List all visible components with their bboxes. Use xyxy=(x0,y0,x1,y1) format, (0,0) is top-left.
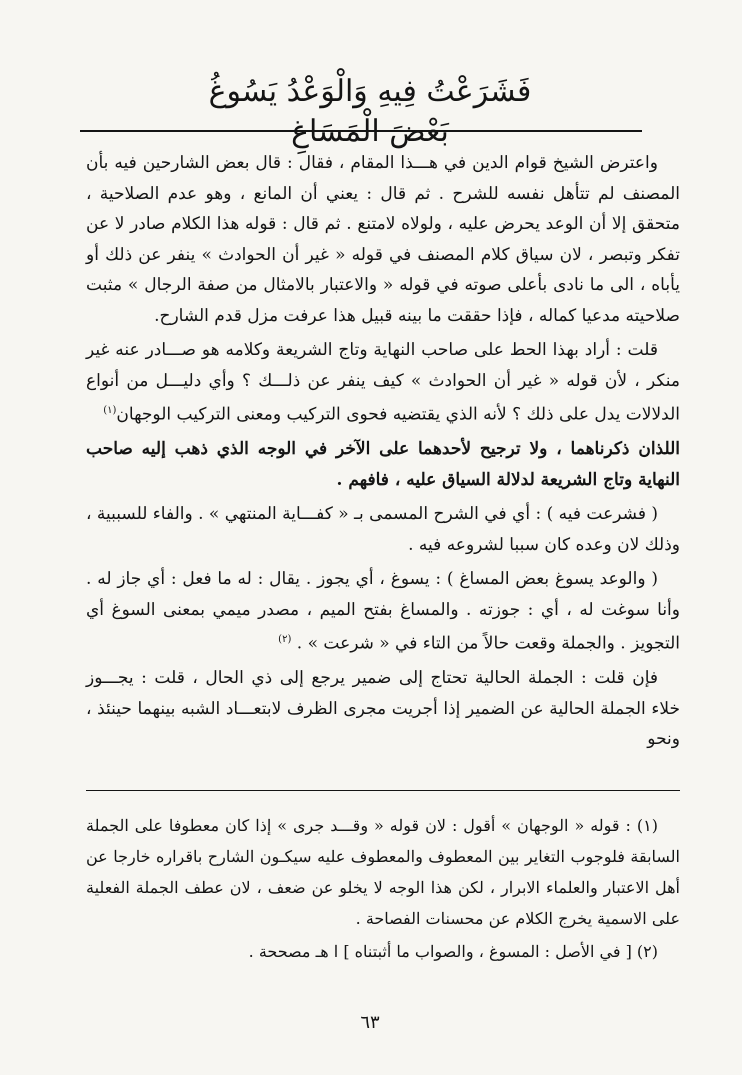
footnote-2: (٢) [ في الأصل : المسوغ ، والصواب ما أثبتناه ] ا هـ مصححة . xyxy=(248,942,658,961)
paragraph xyxy=(86,335,680,430)
page-number: ٦٣ xyxy=(360,1012,380,1033)
paragraph xyxy=(86,564,680,659)
paragraph: اللذان ذكرناهما ، ولا ترجيح لأحدهما على الآخر في الوجه الذي ذهب إليه صاحب النهاية وتاج الشريعة لدلالة السياق عليه ، فافهم . xyxy=(86,439,680,490)
paragraph: فإن قلت : الجملة الحالية تحتاج إلى ضمير يرجع إلى ذي الحال ، قلت : يجـــوز خلاء الجملة الحالية عن الضمير إذا أجريت مجرى الظرف لابتعـــاد الشبه بينهما حينئذ ، ونحو xyxy=(86,668,680,750)
footnote-ref-2[interactable]: (٢) xyxy=(278,634,292,646)
footnotes xyxy=(86,810,680,969)
paragraph: واعترض الشيخ قوام الدين في هـــذا المقام ، فقال : قال بعض الشارحين فيه بأن المصنف لم تتأهل نفسه للشرح . ثم قال : يعني أن المانع ، وهو عدم الصلاحية ، متحقق إلا أن الوعد يحرض عليه ، ولولاه لامتنع . ثم قال : قوله هذا الكلام صادر لا عن تفكر وتبصر ، لان سياق كلام المصنف في قوله « غير أن الحوادث » ينفر عن ذلك أو يأباه ، الى ما نادى بأعلى صوته في قوله « والاعتبار بالامثال من صفة الرجال » مثبت صلاحيته مدعيا كماله ، فإذا حققت ما بينه قبيل هذا عرفت مزل قدم الشارح. xyxy=(86,153,680,326)
paragraph-text: قلت : أراد بهذا الحط على صاحب النهاية وتاج الشريعة وكلامه هو صـــادر عنه غير منكر ، لأن قوله « غير أن الحوادث » كيف ينفر عن ذلـــك ؟ وأي دليـــل من أنواع الدلالات يدل على ذلك ؟ لأنه الذي يقتضيه فحوى التركيب ومعنى التركيب الوجهان xyxy=(86,340,680,425)
page-header-title: فَشَرَعْتُ فِيهِ وَالْوَعْدُ يَسُوغُ بَعْضَ الْمَسَاغِ xyxy=(208,74,532,149)
paragraph: ( فشرعت فيه ) : أي في الشرح المسمى بـ « كفـــاية المنتهي » . والفاء للسببية ، وذلك لان وعده كان سببا لشروعه فيه . xyxy=(86,504,680,555)
header-divider xyxy=(80,130,642,132)
footnote-divider xyxy=(86,790,680,791)
paragraph-text: ( والوعد يسوغ بعض المساغ ) : يسوغ ، أي يجوز . يقال : له ما فعل : أي جاز له . وأنا سوغت له ، أي : جوزته . والمساغ بفتح الميم ، مصدر ميمي بمعنى السوغ أي التجويز . والجملة وقعت حالاً من التاء في « شرعت » . xyxy=(86,569,680,654)
footnote-ref-1[interactable]: (١) xyxy=(103,405,117,416)
footnote-1: (١) : قوله « الوجهان » أقول : لان قوله « وقـــد جرى » إذا كان معطوفا على الجملة السابقة فلوجوب التغاير بين المعطوف والمعطوف عليه سيكـون الشارح باقراره خارجا عن أهل الاعتبار والعلماء الابرار ، لكن هذا الوجه لا يخلو عن ضعف ، لان عطف الجملة الفعلية على الاسمية يخرج الكلام عن محسنات الفصاحة . xyxy=(86,816,680,928)
main-text xyxy=(86,148,680,759)
